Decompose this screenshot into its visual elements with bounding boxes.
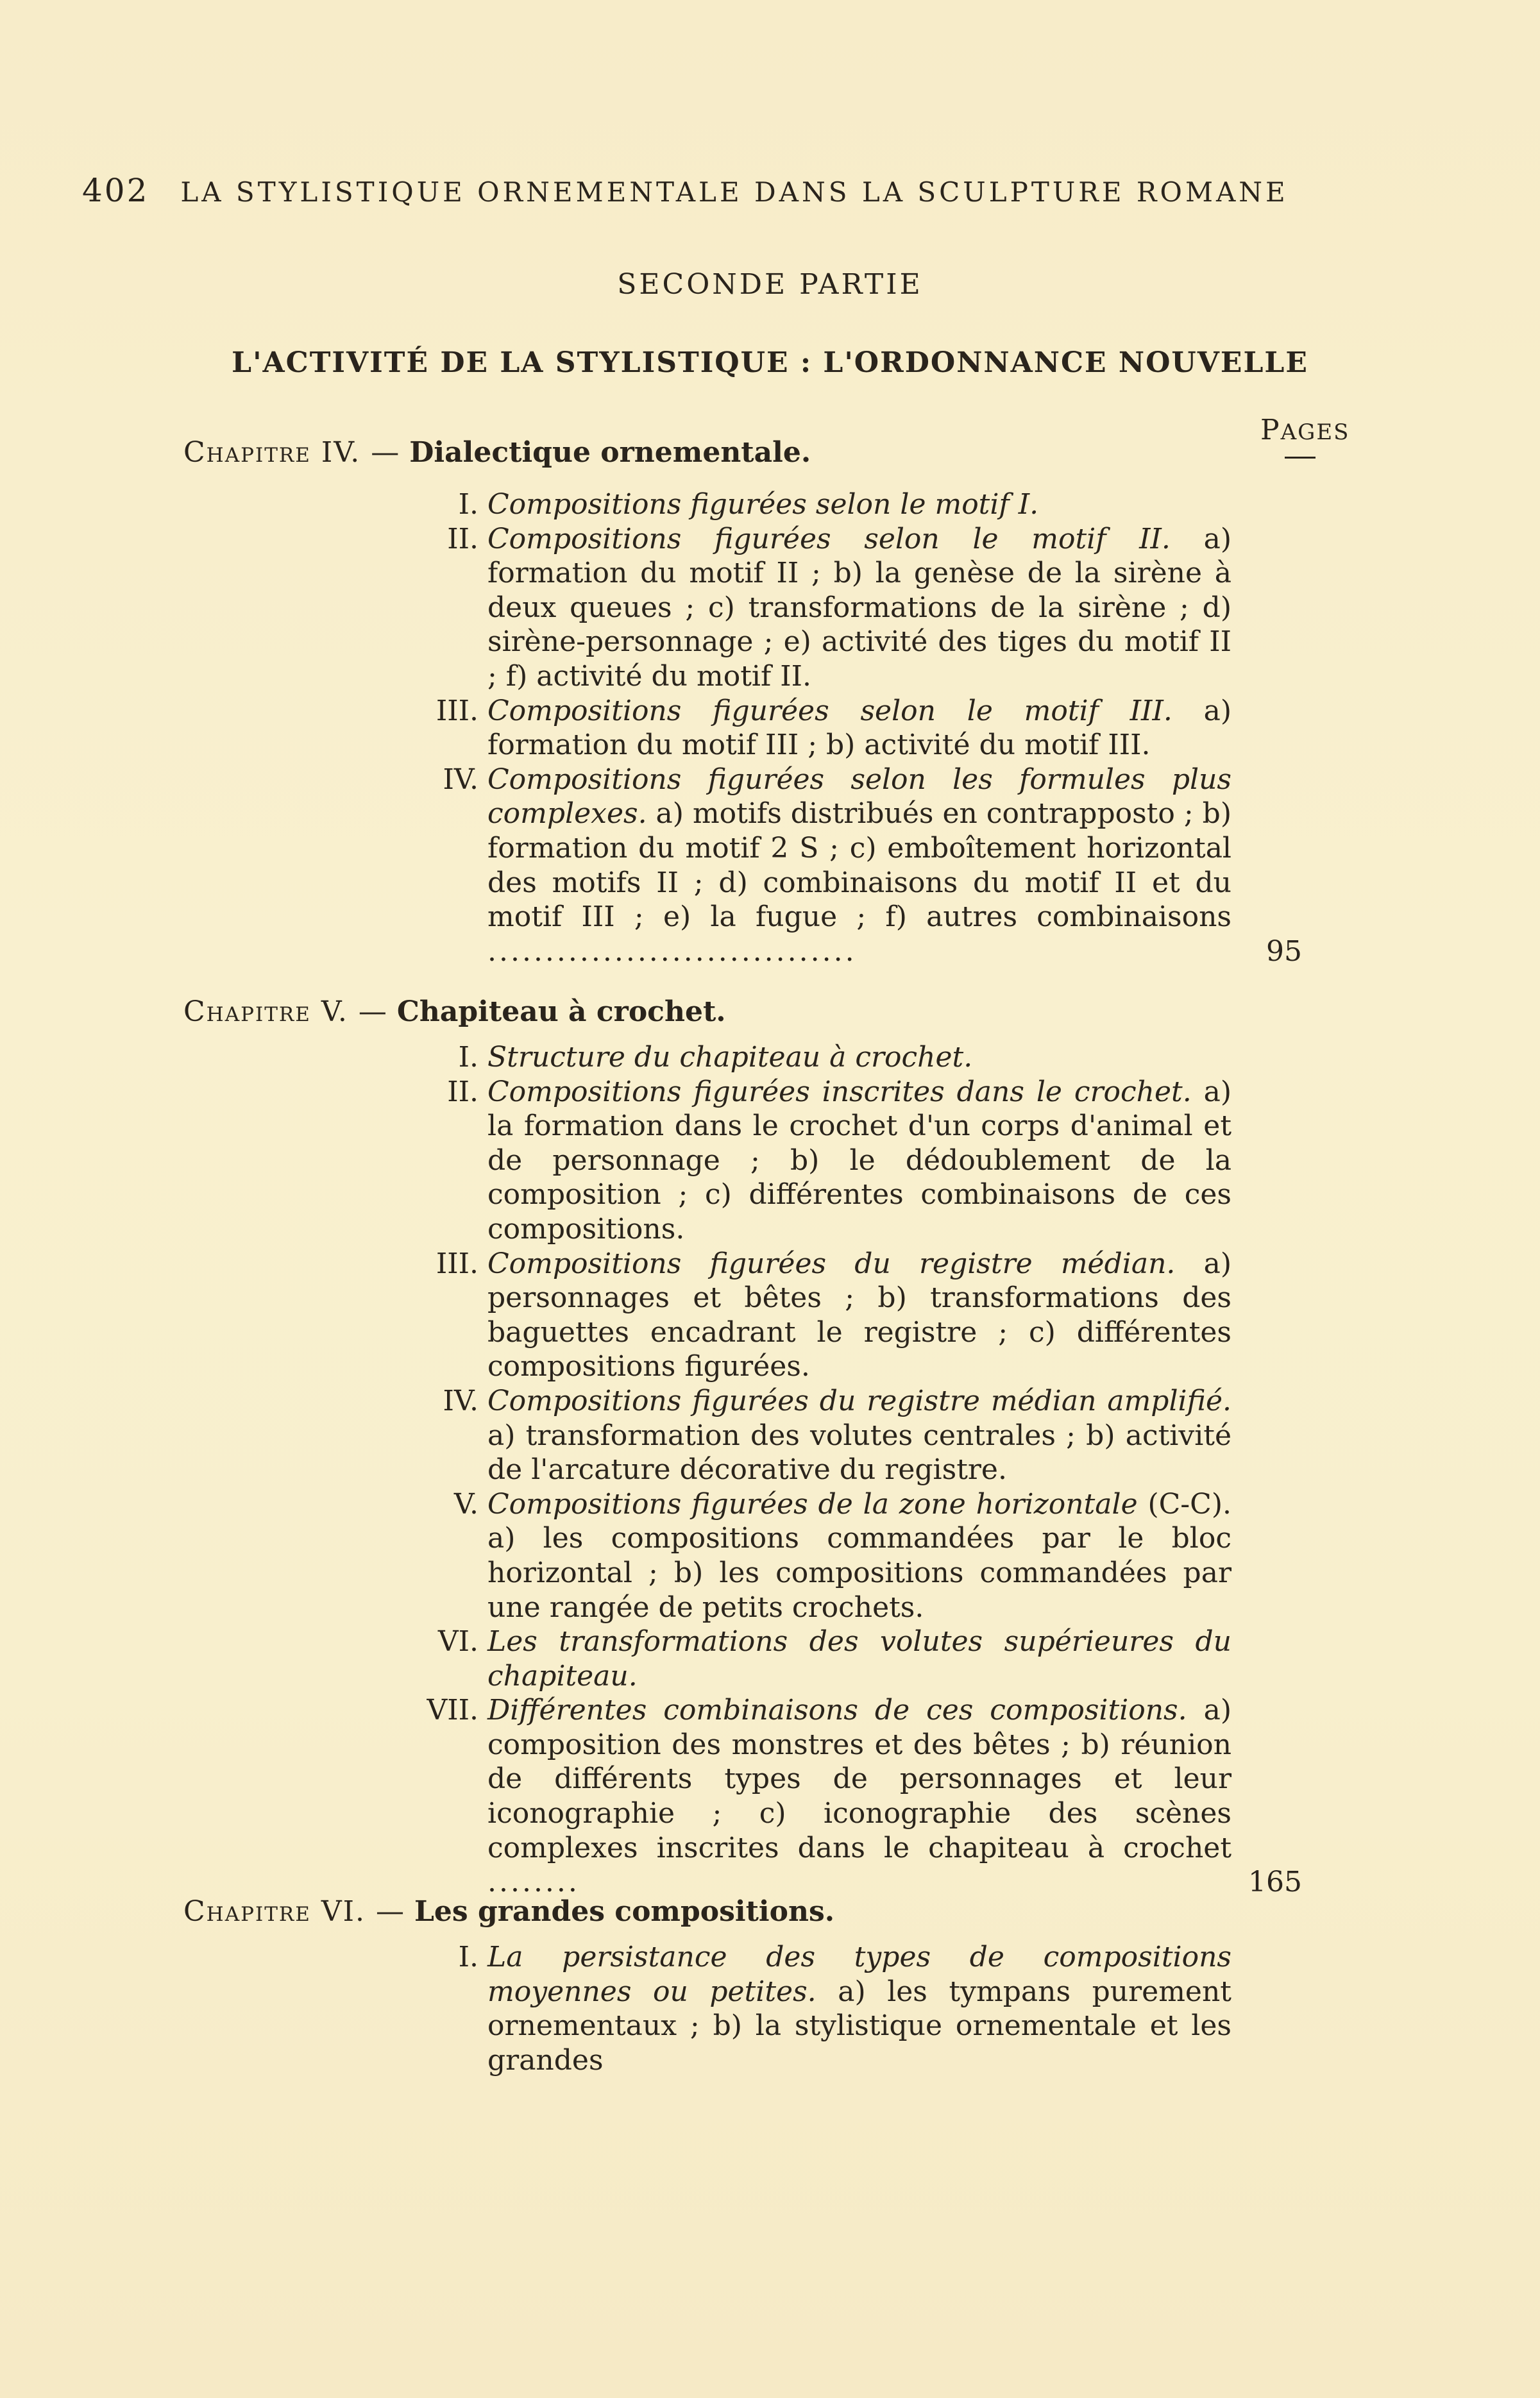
- entry-title: Compositions figurées du registre médian amplifié.: [487, 1384, 1231, 1417]
- entry-number: II.: [447, 522, 478, 555]
- entry-title: Compositions figurées inscrites dans le crochet.: [487, 1075, 1192, 1108]
- entry-title: Différentes combinaisons de ces compositions.: [487, 1694, 1187, 1727]
- toc-entry: [359, 1625, 1231, 1693]
- entry-title: Compositions figurées selon le motif III.: [487, 694, 1172, 727]
- toc-entry: [359, 1693, 1302, 1900]
- toc-entry: [359, 763, 1302, 969]
- toc-entry: [359, 487, 1231, 522]
- entry-number: VII.: [427, 1694, 478, 1727]
- page-ref: 95: [1266, 934, 1302, 968]
- page-number: 402: [82, 172, 149, 209]
- entry-body: a) formation du motif II ; b) la genèse de la sirène à deux queues ; c) transformations de la sirène ; d) sirène-personnage ; e) activité des tiges du motif II ; f) activité du motif II.: [487, 522, 1231, 693]
- entry-title: Compositions figurées selon les formules plus complexes.: [487, 763, 1231, 831]
- entry-body: a) motifs distribués en contrapposto ; b) formation du motif 2 S ; c) emboîtement horizontal des motifs II ; d) combinaisons du motif II et du motif III ; e) la fugue ; f) autres combinaisons: [487, 797, 1231, 934]
- entry-number: IV.: [443, 1384, 478, 1417]
- entry-number: IV.: [443, 763, 478, 796]
- pages-label-initial: P: [1260, 414, 1281, 446]
- entry-body: (C-C). a) les compositions commandées par le bloc horizontal ; b) les compositions commandées par une rangée de petits crochets.: [487, 1487, 1231, 1624]
- chapter-title: Les grandes compositions.: [414, 1895, 835, 1928]
- running-title: LA STYLISTIQUE ORNEMENTALE DANS LA SCULPTURE ROMANE: [180, 176, 1289, 208]
- chapter-title: Chapiteau à crochet.: [396, 995, 726, 1028]
- toc-entry: [359, 1040, 1231, 1075]
- part-title: L'ACTIVITÉ DE LA STYLISTIQUE : L'ORDONNANCE NOUVELLE: [232, 346, 1308, 379]
- toc-entry: [359, 1075, 1231, 1247]
- toc-entry: [359, 694, 1231, 763]
- part-label: SECONDE PARTIE: [617, 268, 923, 301]
- dot-leader: ........: [487, 1866, 580, 1899]
- entry-body: a) personnages et bêtes ; b) transformations des baguettes encadrant le registre ; c) différentes compositions figurées.: [487, 1247, 1232, 1383]
- entry-number: I.: [458, 488, 478, 521]
- entry-number: III.: [436, 694, 478, 727]
- chapter-label: Chapitre V. —: [183, 995, 388, 1028]
- entry-body: a) formation du motif III ; b) activité du motif III.: [487, 694, 1231, 762]
- entry-number: I.: [458, 1941, 478, 1973]
- pages-dash: [1285, 457, 1316, 459]
- chapter-heading: [183, 1895, 834, 1928]
- entry-body: a) composition des monstres et des bêtes ; b) réunion de différents types de personnages et leur iconographie ; c) iconographie des scènes complexes inscrites dans le chapiteau à crochet: [487, 1694, 1231, 1864]
- entry-title: Compositions figurées selon le motif I.: [487, 488, 1039, 521]
- entry-number: III.: [436, 1247, 478, 1280]
- entry-number: V.: [453, 1487, 478, 1521]
- entry-title: Compositions figurées selon le motif II.: [487, 522, 1171, 555]
- entry-title: Structure du chapiteau à crochet.: [487, 1041, 973, 1074]
- chapter-entries: [359, 1940, 1231, 2077]
- chapter-heading: [183, 995, 726, 1028]
- running-head: [82, 172, 1289, 209]
- chapter-entries: [359, 1040, 1302, 1900]
- pages-column-heading: [1260, 414, 1350, 446]
- chapter-label: Chapitre VI. —: [183, 1895, 405, 1928]
- toc-entry: [359, 1247, 1231, 1384]
- entry-body: a) transformation des volutes centrales ; b) activité de l'arcature décorative du registre.: [487, 1419, 1231, 1487]
- entry-number: II.: [447, 1075, 478, 1108]
- entry-body: a) la formation dans le crochet d'un corps d'animal et de personnage ; b) le dédoublement de la composition ; c) différentes combinaisons de ces compositions.: [487, 1075, 1231, 1245]
- entry-title: La persistance des types de compositions moyennes ou petites.: [487, 1941, 1231, 2008]
- chapter-label: Chapitre IV. —: [183, 436, 401, 469]
- toc-entry: [359, 522, 1231, 694]
- chapter-entries: [359, 487, 1302, 968]
- toc-entry: [359, 1487, 1231, 1625]
- pages-label-rest: AGES: [1280, 419, 1350, 445]
- page-ref: 165: [1248, 1866, 1302, 1899]
- entry-number: VI.: [437, 1625, 478, 1659]
- chapter-heading: [183, 436, 811, 469]
- entry-title: Les transformations des volutes supérieures du chapiteau.: [487, 1625, 1231, 1693]
- entry-title: Compositions figurées du registre médian.: [487, 1247, 1176, 1280]
- entry-title: Compositions figurées de la zone horizontale: [487, 1487, 1138, 1521]
- entry-body: a) les tympans purement ornementaux ; b) la stylistique ornementale et les grandes: [487, 1975, 1231, 2077]
- chapter-title: Dialectique ornementale.: [409, 436, 811, 469]
- toc-entry: [359, 1940, 1231, 2077]
- entry-number: I.: [458, 1041, 478, 1074]
- toc-entry: [359, 1384, 1231, 1487]
- dot-leader: ................................: [487, 934, 857, 968]
